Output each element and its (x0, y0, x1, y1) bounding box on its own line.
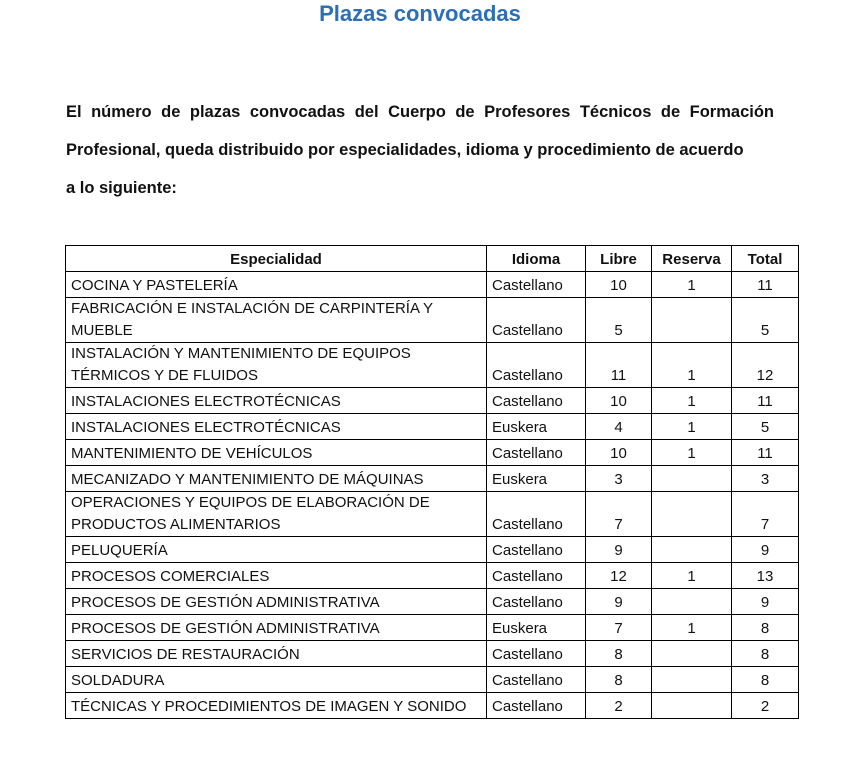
cell-idioma: Castellano (487, 298, 586, 343)
cell-total: 9 (732, 537, 799, 563)
cell-total: 8 (732, 667, 799, 693)
cell-total: 11 (732, 388, 799, 414)
table-row (66, 693, 799, 719)
cell-idioma: Euskera (487, 615, 586, 641)
cell-total: 12 (732, 343, 799, 388)
table-row (66, 466, 799, 492)
cell-reserva (652, 693, 732, 719)
cell-total: 11 (732, 440, 799, 466)
cell-idioma: Castellano (487, 693, 586, 719)
cell-libre: 2 (586, 693, 652, 719)
cell-especialidad: SOLDADURA (66, 667, 487, 693)
intro-paragraph (66, 93, 774, 207)
cell-idioma: Euskera (487, 466, 586, 492)
header-libre: Libre (586, 246, 652, 272)
table-row (66, 414, 799, 440)
cell-libre: 8 (586, 667, 652, 693)
cell-especialidad: FABRICACIÓN E INSTALACIÓN DE CARPINTERÍA Y MUEBLE (66, 298, 487, 343)
table-row (66, 589, 799, 615)
cell-reserva (652, 641, 732, 667)
cell-libre: 10 (586, 272, 652, 298)
header-especialidad: Especialidad (66, 246, 487, 272)
cell-total: 8 (732, 615, 799, 641)
plazas-table (65, 245, 799, 719)
cell-libre: 9 (586, 589, 652, 615)
cell-especialidad: COCINA Y PASTELERÍA (66, 272, 487, 298)
cell-reserva (652, 537, 732, 563)
table-row (66, 615, 799, 641)
cell-reserva: 1 (652, 414, 732, 440)
cell-libre: 3 (586, 466, 652, 492)
cell-especialidad: INSTALACIONES ELECTROTÉCNICAS (66, 414, 487, 440)
cell-reserva (652, 492, 732, 537)
header-reserva: Reserva (652, 246, 732, 272)
cell-total: 7 (732, 492, 799, 537)
cell-libre: 8 (586, 641, 652, 667)
table-row (66, 343, 799, 388)
table-row (66, 492, 799, 537)
header-idioma: Idioma (487, 246, 586, 272)
cell-reserva: 1 (652, 563, 732, 589)
cell-reserva: 1 (652, 343, 732, 388)
cell-idioma: Castellano (487, 440, 586, 466)
cell-especialidad: PROCESOS COMERCIALES (66, 563, 487, 589)
intro-line-3: a lo siguiente: (66, 179, 177, 197)
cell-idioma: Castellano (487, 388, 586, 414)
cell-especialidad: SERVICIOS DE RESTAURACIÓN (66, 641, 487, 667)
cell-idioma: Castellano (487, 589, 586, 615)
cell-especialidad: MECANIZADO Y MANTENIMIENTO DE MÁQUINAS (66, 466, 487, 492)
cell-libre: 10 (586, 388, 652, 414)
intro-line-1: El número de plazas convocadas del Cuerpo de Profesores Técnicos de Formación (66, 103, 774, 121)
table-body (66, 272, 799, 719)
cell-libre: 10 (586, 440, 652, 466)
cell-idioma: Castellano (487, 343, 586, 388)
cell-especialidad: PELUQUERÍA (66, 537, 487, 563)
cell-especialidad: PROCESOS DE GESTIÓN ADMINISTRATIVA (66, 589, 487, 615)
table-row (66, 641, 799, 667)
table-row (66, 298, 799, 343)
cell-especialidad: MANTENIMIENTO DE VEHÍCULOS (66, 440, 487, 466)
cell-total: 2 (732, 693, 799, 719)
cell-libre: 11 (586, 343, 652, 388)
cell-idioma: Castellano (487, 667, 586, 693)
cell-reserva (652, 298, 732, 343)
cell-libre: 9 (586, 537, 652, 563)
cell-reserva (652, 667, 732, 693)
cell-libre: 7 (586, 492, 652, 537)
table-header-row (66, 246, 799, 272)
cell-reserva: 1 (652, 272, 732, 298)
cell-idioma: Castellano (487, 641, 586, 667)
cell-especialidad: INSTALACIONES ELECTROTÉCNICAS (66, 388, 487, 414)
cell-libre: 5 (586, 298, 652, 343)
cell-total: 5 (732, 414, 799, 440)
cell-libre: 7 (586, 615, 652, 641)
table-row (66, 537, 799, 563)
table-row (66, 440, 799, 466)
page-title: Plazas convocadas (319, 1, 521, 26)
table-row (66, 667, 799, 693)
cell-libre: 4 (586, 414, 652, 440)
cell-especialidad: PROCESOS DE GESTIÓN ADMINISTRATIVA (66, 615, 487, 641)
header-total: Total (732, 246, 799, 272)
cell-idioma: Euskera (487, 414, 586, 440)
cell-reserva (652, 589, 732, 615)
cell-total: 13 (732, 563, 799, 589)
cell-libre: 12 (586, 563, 652, 589)
cell-especialidad: TÉCNICAS Y PROCEDIMIENTOS DE IMAGEN Y SONIDO (66, 693, 487, 719)
cell-idioma: Castellano (487, 537, 586, 563)
cell-reserva: 1 (652, 388, 732, 414)
cell-especialidad: INSTALACIÓN Y MANTENIMIENTO DE EQUIPOS TÉRMICOS Y DE FLUIDOS (66, 343, 487, 388)
cell-idioma: Castellano (487, 272, 586, 298)
cell-total: 9 (732, 589, 799, 615)
cell-reserva (652, 466, 732, 492)
table-row (66, 272, 799, 298)
intro-line-2: Profesional, queda distribuido por especialidades, idioma y procedimiento de acuerdo (66, 141, 744, 159)
cell-reserva: 1 (652, 440, 732, 466)
cell-reserva: 1 (652, 615, 732, 641)
cell-total: 5 (732, 298, 799, 343)
cell-total: 8 (732, 641, 799, 667)
cell-especialidad: OPERACIONES Y EQUIPOS DE ELABORACIÓN DE PRODUCTOS ALIMENTARIOS (66, 492, 487, 537)
cell-idioma: Castellano (487, 492, 586, 537)
table-row (66, 388, 799, 414)
cell-idioma: Castellano (487, 563, 586, 589)
table-row (66, 563, 799, 589)
cell-total: 11 (732, 272, 799, 298)
cell-total: 3 (732, 466, 799, 492)
